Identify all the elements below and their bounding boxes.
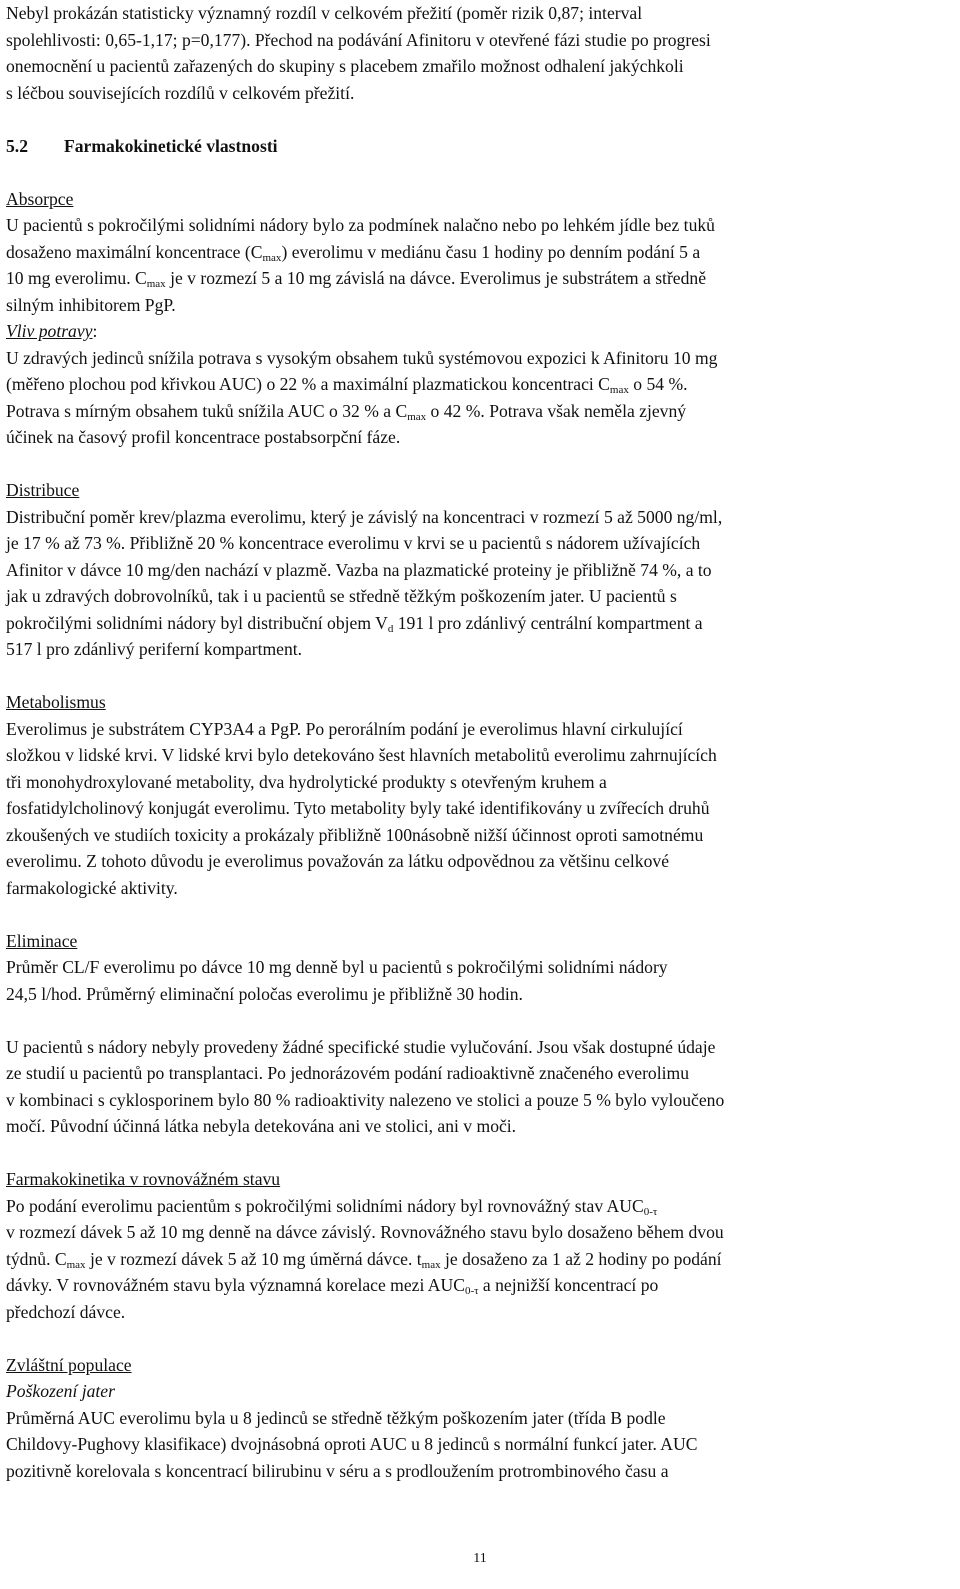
text-line: Childovy-Pughovy klasifikace) dvojnásobná oproti AUC u 8 jedinců s normální funkcí jater. AUC: [6, 1434, 698, 1454]
subsection-heading: Zvláštní populace: [6, 1354, 132, 1375]
text-line: Průměr CL/F everolimu po dávce 10 mg denně byl u pacientů s pokročilými solidními nádory: [6, 957, 668, 977]
text-line: pokročilými solidními nádory byl distribuční objem $V_d$ 191 l pro zdánlivý centrální kompartment a: [6, 612, 703, 635]
text-line: silným inhibitorem PgP.: [6, 294, 176, 315]
section-heading: [6, 133, 956, 160]
subsection-subheading: Poškození jater: [6, 1381, 115, 1401]
distribuce-section: [6, 477, 956, 663]
text-line: U pacientů s pokročilými solidními nádory bylo za podmínek nalačno nebo po lehkém jídle bez tuků: [6, 215, 715, 235]
text-line: účinek na časový profil koncentrace postabsorpční fáze.: [6, 427, 401, 447]
text-line: spolehlivosti: 0,65-1,17; p=0,177). Přechod na podávání Afinitoru v otevřené fázi studie po progresi: [6, 29, 711, 50]
food-heading: Vliv potravy:: [6, 321, 98, 341]
text-line: Nebyl prokázán statisticky významný rozdíl v celkovém přežití (poměr rizik 0,87; interval: [6, 3, 643, 23]
intro-paragraph: [6, 0, 956, 106]
text-line: Potrava s mírným obsahem tuků snížila AUC o 32 % a $C_{max}$ o 42 %. Potrava však neměla zjevný: [6, 400, 687, 423]
subsection-heading: Distribuce: [6, 480, 80, 500]
text-line: fosfatidylcholinový konjugát everolimu. Tyto metabolity byly také identifikovány u zvířecích druhů: [6, 798, 710, 818]
text-line: v rozmezí dávek 5 až 10 mg denně na dávce závislý. Rovnovážného stavu bylo dosaženo během dvou: [6, 1222, 724, 1242]
eliminace-section: [6, 928, 956, 1140]
text-line: močí. Původní účinná látka nebyla detekována ani ve stolici, ani v moči.: [6, 1116, 517, 1136]
steady-state-section: [6, 1166, 956, 1325]
text-line: jak u zdravých dobrovolníků, tak i u pacientů se středně těžkým poškozením jater. U pacientů s: [6, 586, 677, 606]
text-line: farmakologické aktivity.: [6, 877, 178, 898]
special-populations-section: [6, 1352, 956, 1485]
text-line: U pacientů s nádory nebyly provedeny žádné specifické studie vylučování. Jsou však dostupné údaje: [6, 1036, 716, 1057]
text-line: s léčbou souvisejících rozdílů v celkovém přežití.: [6, 82, 355, 103]
subsection-heading: Farmakokinetika v rovnovážném stavu: [6, 1169, 281, 1189]
text-line: Distribuční poměr krev/plazma everolimu, který je závislý na koncentraci v rozmezí 5 až 5000 ng/ml,: [6, 506, 723, 527]
subsection-heading: Metabolismus: [6, 692, 106, 712]
section-title: Farmakokinetické vlastnosti: [64, 135, 278, 156]
text-line: 10 mg everolimu. $C_{max}$ je v rozmezí 5 a 10 mg závislá na dávce. Everolimus je substrátem a středně: [6, 268, 707, 290]
section-number: 5.2: [6, 135, 28, 156]
text-line: ze studií u pacientů po transplantaci. Po jednorázovém podání radioaktivně značeného everolimu: [6, 1063, 689, 1083]
text-line: onemocnění u pacientů zařazených do skupiny s placebem zmařilo možnost odhalení jakýchkoli: [6, 56, 684, 76]
text-line: týdnů. $C_{max}$ je v rozmezí dávek 5 až 10 mg úměrná dávce. $t_{max}$ je dosaženo za 1 až 2 hodiny po podání: [6, 1248, 722, 1271]
subsection-heading: Eliminace: [6, 930, 78, 951]
text-line: Po podání everolimu pacientům s pokročilými solidními nádory byl rovnovážný stav $AUC_{0-\tau}$: [6, 1195, 658, 1218]
page-number: 11: [473, 1551, 487, 1566]
text-line: tři monohydroxylované metabolity, dva hydrolytické produkty s otevřeným kruhem a: [6, 771, 607, 792]
text-line: zkoušených ve studiích toxicity a prokázaly přibližně 100násobně nižší účinnost oproti samotnému: [6, 824, 704, 845]
text-line: dosaženo maximální koncentrace $(C_{max})$ everolimu v mediánu času 1 hodiny po denním podání 5 a: [6, 241, 701, 264]
text-line: Průměrná AUC everolimu byla u 8 jedinců se středně těžkým poškozením jater (třída B podle: [6, 1407, 666, 1428]
text-line: Afinitor v dávce 10 mg/den nachází v plazmě. Vazba na plazmatické proteiny je přibližně 74 %, a to: [6, 559, 712, 580]
metabolismus-section: [6, 689, 956, 901]
text-line: v kombinaci s cyklosporinem bylo 80 % radioaktivity nalezeno ve stolici a pouze 5 % bylo vyloučeno: [6, 1089, 725, 1110]
text-line: everolimu. Z tohoto důvodu je everolimus považován za látku odpovědnou za většinu celkové: [6, 851, 670, 871]
absorpce-section: [6, 186, 956, 451]
text-line: předchozí dávce.: [6, 1301, 126, 1322]
text-line: složkou v lidské krvi. V lidské krvi bylo detekováno šest hlavních metabolitů everolimu zahrnujících: [6, 745, 717, 765]
subsection-heading: Absorpce: [6, 188, 74, 209]
text-line: je 17 % až 73 %. Přibližně 20 % koncentrace everolimu v krvi se u pacientů s nádorem užívajících: [6, 533, 701, 553]
text-line: (měřeno plochou pod křivkou AUC) o 22 % a maximální plazmatickou koncentraci $C_{max}$ o 54 %.: [6, 374, 688, 396]
text-line: U zdravých jedinců snížila potrava s vysokým obsahem tuků systémovou expozici k Afinitoru 10 mg: [6, 347, 718, 368]
text-line: pozitivně korelovala s koncentrací bilirubinu v séru a s prodloužením protrombinového času a: [6, 1460, 669, 1481]
text-line: Everolimus je substrátem CYP3A4 a PgP. Po perorálním podání je everolimus hlavní cirkulující: [6, 718, 683, 739]
document-page: [6, 0, 956, 1484]
text-line: 24,5 l/hod. Průměrný eliminační poločas everolimu je přibližně 30 hodin.: [6, 983, 523, 1004]
text-line: dávky. V rovnovážném stavu byla významná korelace mezi $AUC_{0-\tau}$ a nejnižší koncentrací po: [6, 1275, 659, 1297]
text-line: 517 l pro zdánlivý periferní kompartment.: [6, 639, 303, 659]
